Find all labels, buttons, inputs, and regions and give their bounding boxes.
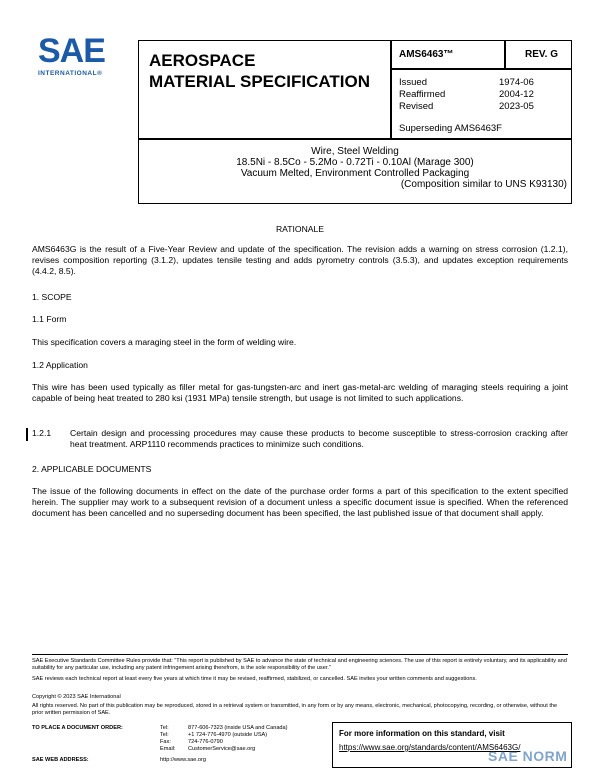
watermark: SAE NORM xyxy=(488,748,568,764)
revised-date: 2023-05 xyxy=(499,101,534,112)
tel-label: Tel: xyxy=(160,725,169,731)
footer-copyright: Copyright © 2023 SAE International xyxy=(32,694,121,700)
rationale-text: AMS6463G is the result of a Five-Year Review and update of the specification. The revision adds a warning on stress corrosion (1.2.1), revises composition reporting (3.1.2), updates tensile testing and adds pyrometry controls (3.5.3), and updates exception requirements (4.4.2, 8.5). xyxy=(32,244,568,277)
section-1-heading: 1. SCOPE xyxy=(32,292,72,302)
doc-number-box xyxy=(390,40,506,70)
spec-title-line1: AEROSPACE xyxy=(149,51,256,70)
footer-rules: SAE Executive Standards Committee Rules provide that: “This report is published by SAE to advance the state of technical and engineering sciences. The use of this report is entirely voluntary, and its applicability and suitability for any particular use, including any patent infringement arising therefrom, is the sole responsibility of the user.” xyxy=(32,658,567,672)
footer-rights: All rights reserved. No part of this publication may be reproduced, stored in a retrieval system or transmitted, in any form or by any means, electronic, mechanical, photocopying, recording, or otherwise, without the prior written permission of SAE. xyxy=(32,703,558,717)
tel2-value: +1 724-776-4970 (outside USA) xyxy=(188,732,268,738)
rationale-heading: RATIONALE xyxy=(275,224,325,234)
section-1-2-1-text: Certain design and processing procedures may cause these products to become susceptible to stress-corrosion cracking after heat treatment. ARP1110 recommends practices to minimize such conditions. xyxy=(70,428,568,450)
section-1-2-text: This wire has been used typically as filler metal for gas-tungsten-arc and inert gas-metal-arc welding of maraging steels requiring a joint capable of being heat treated to 280 ksi (1931 MPa) tensile strength, but usage is not limited to such applications. xyxy=(32,382,568,404)
section-1-1-text: This specification covers a maraging steel in the form of welding wire. xyxy=(32,337,297,347)
email-label: Email: xyxy=(160,746,176,752)
revision: REV. G xyxy=(525,49,558,60)
revision-box xyxy=(504,40,572,70)
more-info-text: For more information on this standard, visit xyxy=(339,729,505,738)
more-info-link[interactable]: https://www.sae.org/standards/content/AMS6463G/ xyxy=(339,743,521,752)
revised-label: Revised xyxy=(399,101,434,112)
subject-line1: Wire, Steel Welding xyxy=(311,146,399,157)
logo-text: SAE xyxy=(38,32,105,70)
doc-number: AMS6463™ xyxy=(399,49,454,60)
section-2-text: The issue of the following documents in effect on the date of the purchase order forms a part of this specification to the extent specified herein. The supplier may work to a subsequent revision of a document unless a specific document issue is specified. When the referenced document has been cancelled and no superseding document has been specified, the last published issue of that document shall apply. xyxy=(32,486,568,519)
sae-logo xyxy=(38,34,120,84)
change-bar xyxy=(26,428,28,441)
subject-line3: Vacuum Melted, Environment Controlled Packaging xyxy=(240,168,470,179)
fax-value: 724-776-0790 xyxy=(188,739,223,745)
dates-box xyxy=(390,68,572,140)
fax-label: Fax: xyxy=(160,739,171,745)
issued-date: 1974-06 xyxy=(499,77,534,88)
logo-subtext: INTERNATIONAL® xyxy=(38,70,103,77)
subject-box xyxy=(138,138,572,204)
spec-title-line2: MATERIAL SPECIFICATION xyxy=(149,72,370,91)
email-link[interactable]: CustomerService@sae.org xyxy=(188,746,256,752)
web-label: SAE WEB ADDRESS: xyxy=(32,757,89,763)
subject-line2: 18.5Ni - 8.5Co - 5.2Mo - 0.72Ti - 0.10Al (Marage 300) xyxy=(236,157,474,168)
subject-line4: (Composition similar to UNS K93130) xyxy=(400,179,567,190)
reaffirmed-date: 2004-12 xyxy=(499,89,534,100)
reaffirmed-label: Reaffirmed xyxy=(399,89,446,100)
superseding: Superseding AMS6463F xyxy=(399,123,502,134)
spec-title-box xyxy=(138,40,392,140)
section-1-2-1-number: 1.2.1 xyxy=(32,428,52,438)
order-label: TO PLACE A DOCUMENT ORDER: xyxy=(32,725,123,731)
issued-label: Issued xyxy=(399,77,427,88)
footer-divider xyxy=(32,654,568,655)
tel-value: 877-606-7323 (inside USA and Canada) xyxy=(188,725,288,731)
section-1-1-heading: 1.1 Form xyxy=(32,314,67,324)
web-link[interactable]: http://www.sae.org xyxy=(160,757,207,763)
tel2-label: Tel: xyxy=(160,732,169,738)
section-1-2-heading: 1.2 Application xyxy=(32,360,88,370)
footer-review: SAE reviews each technical report at least every five years at which time it may be revised, reaffirmed, stabilized, or cancelled. SAE invites your written comments and suggestions. xyxy=(32,676,477,682)
section-2-heading: 2. APPLICABLE DOCUMENTS xyxy=(32,464,152,474)
